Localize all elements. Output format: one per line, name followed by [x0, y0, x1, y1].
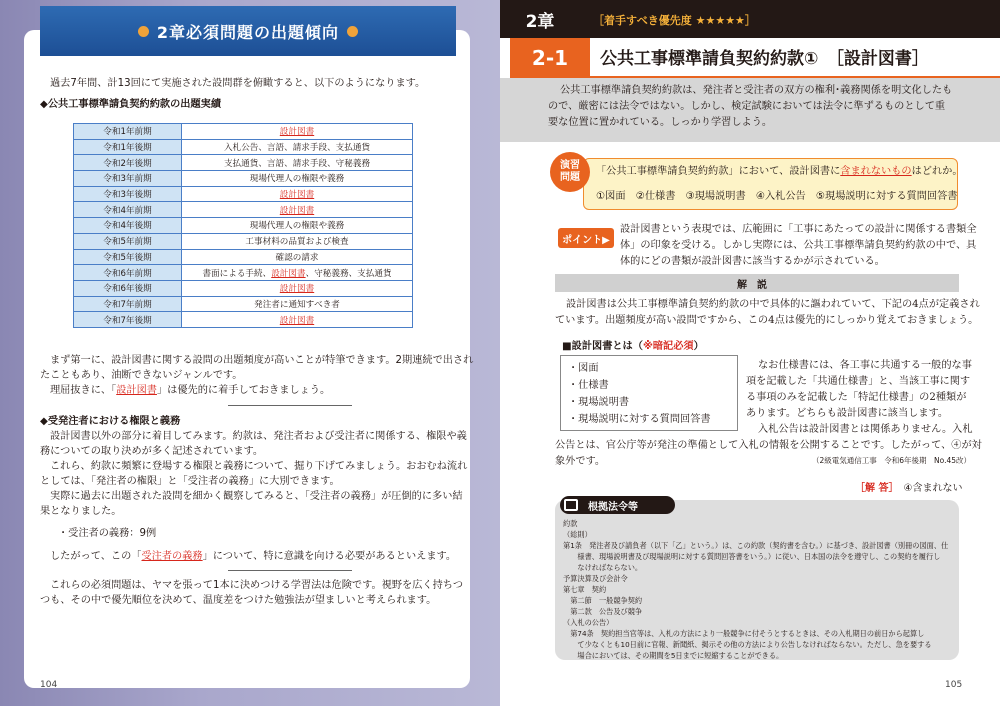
title-underline — [590, 76, 1000, 78]
point-line: 設計図書という表現では、広範囲に「工事にあたっての設計に関係する書類全 — [620, 224, 977, 235]
chapter-label: 2章 — [500, 0, 580, 38]
page-number-right: 105 — [945, 680, 963, 690]
left-para2-line: 務についての取り決めが多く記述されています。 — [40, 446, 264, 457]
table-row — [74, 124, 413, 140]
law-line: 第七章 契約 — [563, 585, 607, 594]
table-cell-term: 令和7年前期 — [74, 296, 182, 312]
left-para2-line: 果となりました。 — [40, 506, 122, 517]
table-row — [74, 265, 413, 281]
explanation-line: 設計図書は公共工事標準請負契約約款の中で具体的に謳われていて、下記の4点が定義され — [566, 299, 980, 310]
table-cell-topic: 入札公告、言語、請求手段、支払通貨 — [182, 139, 413, 155]
left-para1-line1: まず第一に、設計図書に関する設問の出題頻度が高いことが特筆できます。2期連続で出され — [50, 355, 474, 366]
law-line: 予算決算及び会計令 — [563, 574, 628, 583]
left-para4-line: これらの必須問題は、ヤマを張って1本に決めつける学習法は危険です。視野を広く持ちつ — [50, 580, 464, 591]
table-row — [74, 312, 413, 328]
question-text: 「公共工事標準請負契約約款」において、設計図書に含まれないものはどれか。 — [596, 166, 963, 177]
table-row — [74, 186, 413, 202]
table-cell-term: 令和2年後期 — [74, 155, 182, 171]
table-cell-topic: 設計図書 — [182, 124, 413, 140]
table-row — [74, 249, 413, 265]
table-row — [74, 171, 413, 187]
table-cell-term: 令和1年後期 — [74, 139, 182, 155]
definition-label: ■設計図書とは（※暗記必須） — [562, 341, 704, 352]
exam-history-table — [73, 123, 413, 328]
law-line: 約款 — [563, 519, 578, 528]
left-para2-line: 設計図書以外の部分に着目してみます。約款は、発注者および受注者に関係する、権限や義 — [50, 431, 467, 442]
table-cell-term: 令和5年後期 — [74, 249, 182, 265]
left-para3: したがって、この「受注者の義務」について、特に意識を向ける必要があるといえます。 — [50, 551, 457, 562]
table-cell-term: 令和6年前期 — [74, 265, 182, 281]
intro-line: 公共工事標準請負契約約款は、発注者と受注者の双方の権利･義務関係を明文化したも — [560, 85, 953, 96]
definition-item: ・現場説明に対する質問回答書 — [568, 414, 711, 425]
explanation-line: 公告とは、官公庁等が発注の準備として入札の情報を公開することです。したがって、④が対 — [555, 440, 982, 451]
law-line: 第1条 発注者及び請負者（以下「乙」という。）は、この約款（契約書を含む。）に基づき、設計図書（別冊の図面、仕 — [563, 541, 949, 550]
section-heading-rights: ◆受発注者における権限と義務 — [40, 416, 181, 427]
page-number-left: 104 — [40, 680, 58, 690]
table-cell-term: 令和3年前期 — [74, 171, 182, 187]
table-cell-term: 令和6年後期 — [74, 280, 182, 296]
table-cell-topic: 工事材料の品質および検査 — [182, 233, 413, 249]
table-row — [74, 155, 413, 171]
priority-label: ［着手すべき優先度 ★★★★★］ — [593, 14, 756, 27]
left-para2-line: これら、約款に頻繁に登場する権限と義務について、掘り下げてみましょう。おおむね流れ — [50, 461, 468, 472]
explanation-line: ています。出題頻度が高い設問ですから、この4点は優先的にしっかり覚えておきましょう。 — [555, 315, 979, 326]
left-para2-line: 実際に過去に出題された設問を細かく観察してみると、「受注者の義務」が圧倒的に多い結 — [50, 491, 463, 502]
left-page-title: 2章必須問題の出題傾向 — [40, 6, 456, 56]
exercise-badge: 演習 問題 — [550, 152, 590, 192]
left-para2-line: としては、「発注者の権限」と「受注者の義務」に大別できます。 — [40, 476, 340, 487]
section-number: 2-1 — [510, 38, 590, 78]
table-row — [74, 233, 413, 249]
table-cell-term: 令和4年前期 — [74, 202, 182, 218]
point-line: 体」の印象を受ける。しかし実際には、公共工事標準請負契約約款の中で、具 — [620, 240, 977, 251]
table-cell-topic: 現場代理人の権限や義務 — [182, 171, 413, 187]
law-line: 第74条 契約担当官等は、入札の方法により一般競争に付そうとするときは、その入札期日の前日から起算し — [563, 629, 925, 638]
intro-line: ので、厳密には法令ではない。しかし、検定試験においては法令に準ずるものとして重 — [548, 101, 946, 112]
definition-item: ・図面 — [568, 363, 599, 374]
law-line: なければならない。 — [563, 563, 643, 572]
law-line: （総則） — [563, 530, 592, 539]
source-note: （2級電気通信工事 令和6年後期 No.45改） — [812, 456, 972, 465]
table-cell-topic: 発注者に通知すべき者 — [182, 296, 413, 312]
table-cell-term: 令和4年後期 — [74, 218, 182, 234]
table-cell-topic: 設計図書 — [182, 202, 413, 218]
explanation-line: なお仕様書には、各工事に共通する一般的な事 — [758, 360, 972, 371]
left-para1b: 理屈抜きに、「設計図書」は優先的に着手しておきましょう。 — [50, 385, 331, 396]
table-cell-term: 令和5年前期 — [74, 233, 182, 249]
divider — [228, 405, 352, 406]
intro-line: 要な位置に置かれている。しっかり学習しよう。 — [548, 117, 773, 128]
table-cell-term: 令和3年後期 — [74, 186, 182, 202]
left-intro: 過去7年間、計13回にて実施された設問群を俯瞰すると、以下のようになります。 — [50, 78, 426, 89]
table-row — [74, 139, 413, 155]
section-heading-record: ◆公共工事標準請負契約約款の出題実績 — [40, 99, 222, 110]
law-line: 第二節 一般競争契約 — [563, 596, 643, 605]
book-icon — [564, 499, 578, 511]
law-header: 根拠法令等 — [560, 496, 675, 514]
table-cell-topic: 現場代理人の権限や義務 — [182, 218, 413, 234]
table-row — [74, 296, 413, 312]
table-cell-term: 令和7年後期 — [74, 312, 182, 328]
divider — [228, 570, 352, 571]
left-para1-line2: たこともあり、油断できないジャンルです。 — [40, 370, 243, 381]
table-cell-topic: 確認の請求 — [182, 249, 413, 265]
section-title: 公共工事標準請負契約約款① ［設計図書］ — [600, 49, 929, 69]
table-cell-topic: 書面による手続、設計図書、守秘義務、支払通貨 — [182, 265, 413, 281]
explanation-line: 項を記載した「共通仕様書」と、当該工事に関す — [746, 376, 971, 387]
point-line: 体的にどの書類が設計図書に該当するかが示されている。 — [620, 256, 885, 267]
law-line: 第二款 公告及び競争 — [563, 607, 643, 616]
table-cell-topic: 設計図書 — [182, 280, 413, 296]
point-label: ポイント▶ — [558, 228, 614, 248]
answer: ［解 答］ ④含まれない — [855, 483, 963, 494]
law-line: （入札の公告） — [563, 618, 614, 627]
table-cell-topic: 支払通貨、言語、請求手段、守秘義務 — [182, 155, 413, 171]
law-line: 場合においては、その期間を5日までに短縮することができる。 — [563, 651, 784, 660]
explanation-header: 解説 — [555, 274, 959, 292]
table-cell-topic: 設計図書 — [182, 312, 413, 328]
table-row — [74, 280, 413, 296]
table-row — [74, 218, 413, 234]
explanation-line: る事項のみを記載した「特記仕様書」の2種類が — [746, 392, 967, 403]
explanation-line: 入札公告は設計図書とは関係ありません。入札 — [758, 424, 973, 435]
table-cell-topic: 設計図書 — [182, 186, 413, 202]
table-cell-term: 令和1年前期 — [74, 124, 182, 140]
definition-item: ・現場説明書 — [568, 397, 630, 408]
law-line: 様書、現場説明書及び現場説明に対する質問回答書をいう。）に従い、日本国の法令を遵守し、この契約を履行し — [563, 552, 941, 561]
explanation-line: あります。どちらも設計図書に該当します。 — [746, 408, 949, 419]
bullet-dot-icon — [347, 26, 358, 37]
law-line: て少なくとも10日前に官報、新聞紙、掲示その他の方法により公告しなければならない。ただし、急を要する — [563, 640, 932, 649]
definition-item: ・仕様書 — [568, 380, 609, 391]
count-line: ・受注者の義務：9例 — [58, 528, 157, 539]
explanation-line: 象外です。 — [555, 456, 606, 467]
choices: ①図面 ②仕様書 ③現場説明書 ④入札公告 ⑤現場説明に対する質問回答書 — [596, 191, 958, 202]
left-para4-line: つも、その中で優先順位を決めて、温度差をつけた勉強法が望ましいと考えられます。 — [40, 595, 437, 606]
bullet-dot-icon — [138, 26, 149, 37]
table-row — [74, 202, 413, 218]
